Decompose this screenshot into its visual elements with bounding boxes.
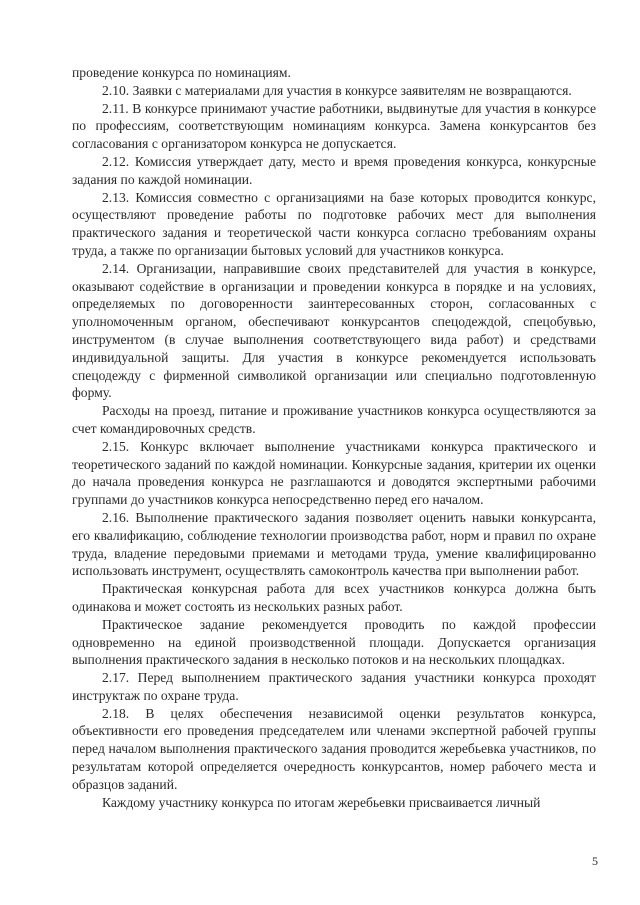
- paragraph: 2.10. Заявки с материалами для участия в конкурсе заявителям не возвращаются.: [102, 82, 572, 98]
- paragraph: 2.18. В целях обеспечения независимой оценки результатов конкурса, объективности его проведения председателем или членами экспертной рабочей группы перед началом выполнения практического задания проводится жеребьевка участников, по результатам которой определяется очередность конкурсантов, номер рабочего места и образцов заданий.: [72, 705, 596, 792]
- paragraph: 2.12. Комиссия утверждает дату, место и время проведения конкурса, конкурсные задания по каждой номинации.: [72, 153, 596, 187]
- paragraph: 2.16. Выполнение практического задания позволяет оценить навыки конкурсанта, его квалификацию, соблюдение технологии производства работ, норм и правил по охране труда, владение передовыми приемами и методами труда, умение квалифицированно использовать инструмент, осуществлять самоконтроль качества при выполнении работ.: [72, 509, 596, 579]
- paragraph: 2.15. Конкурс включает выполнение участниками конкурса практического и теоретического заданий по каждой номинации. Конкурсные задания, критерии их оценки до начала проведения конкурса не разглашаются и доводятся экспертными рабочими группами до участников конкурса непосредственно перед его началом.: [72, 438, 596, 508]
- paragraph: 2.11. В конкурсе принимают участие работники, выдвинутые для участия в конкурсе по профессиям, соответствующим номинациям конкурса. Замена конкурсантов без согласования с организатором конкурса не допускается.: [72, 100, 596, 152]
- page-number: 5: [592, 854, 598, 868]
- paragraph: проведение конкурса по номинациям.: [72, 65, 291, 80]
- paragraph: 2.17. Перед выполнением практического задания участники конкурса проходят инструктаж по охране труда.: [72, 670, 596, 703]
- paragraph: 2.14. Организации, направившие своих представителей для участия в конкурсе, оказывают содействие в организации и проведении конкурса в порядке и на условиях, определяемых по договоренности заинтересованных сторон, согласованных с уполномоченным органом, обеспечивают конкурсантов спецодеждой, спецобувью, инструментом (в случае выполнения соответствующего вида работ) и средствами индивидуальной защиты. Для участия в конкурсе рекомендуется использовать спецодежду с фирменной символикой организации или специально подготовленную форму.: [72, 260, 596, 401]
- body-text: [72, 64, 596, 811]
- paragraph: Каждому участнику конкурса по итогам жеребьевки присваивается личный: [102, 794, 541, 810]
- paragraph: Практическое задание рекомендуется проводить по каждой профессии одновременно на единой производственной площади. Допускается организация выполнения практического задания в несколько потоков и на нескольких площадках.: [72, 616, 596, 668]
- paragraph: 2.13. Комиссия совместно с организациями на базе которых проводится конкурс, осуществляют проведение работы по подготовке рабочих мест для выполнения практического задания и теоретической части конкурса согласно требованиям охраны труда, а также по организации бытовых условий для участников конкурса.: [72, 189, 596, 258]
- paragraph: Расходы на проезд, питание и проживание участников конкурса осуществляются за счет командировочных средств.: [72, 403, 596, 436]
- paragraph: Практическая конкурсная работа для всех участников конкурса должна быть одинакова и может состоять из нескольких разных работ.: [72, 581, 596, 614]
